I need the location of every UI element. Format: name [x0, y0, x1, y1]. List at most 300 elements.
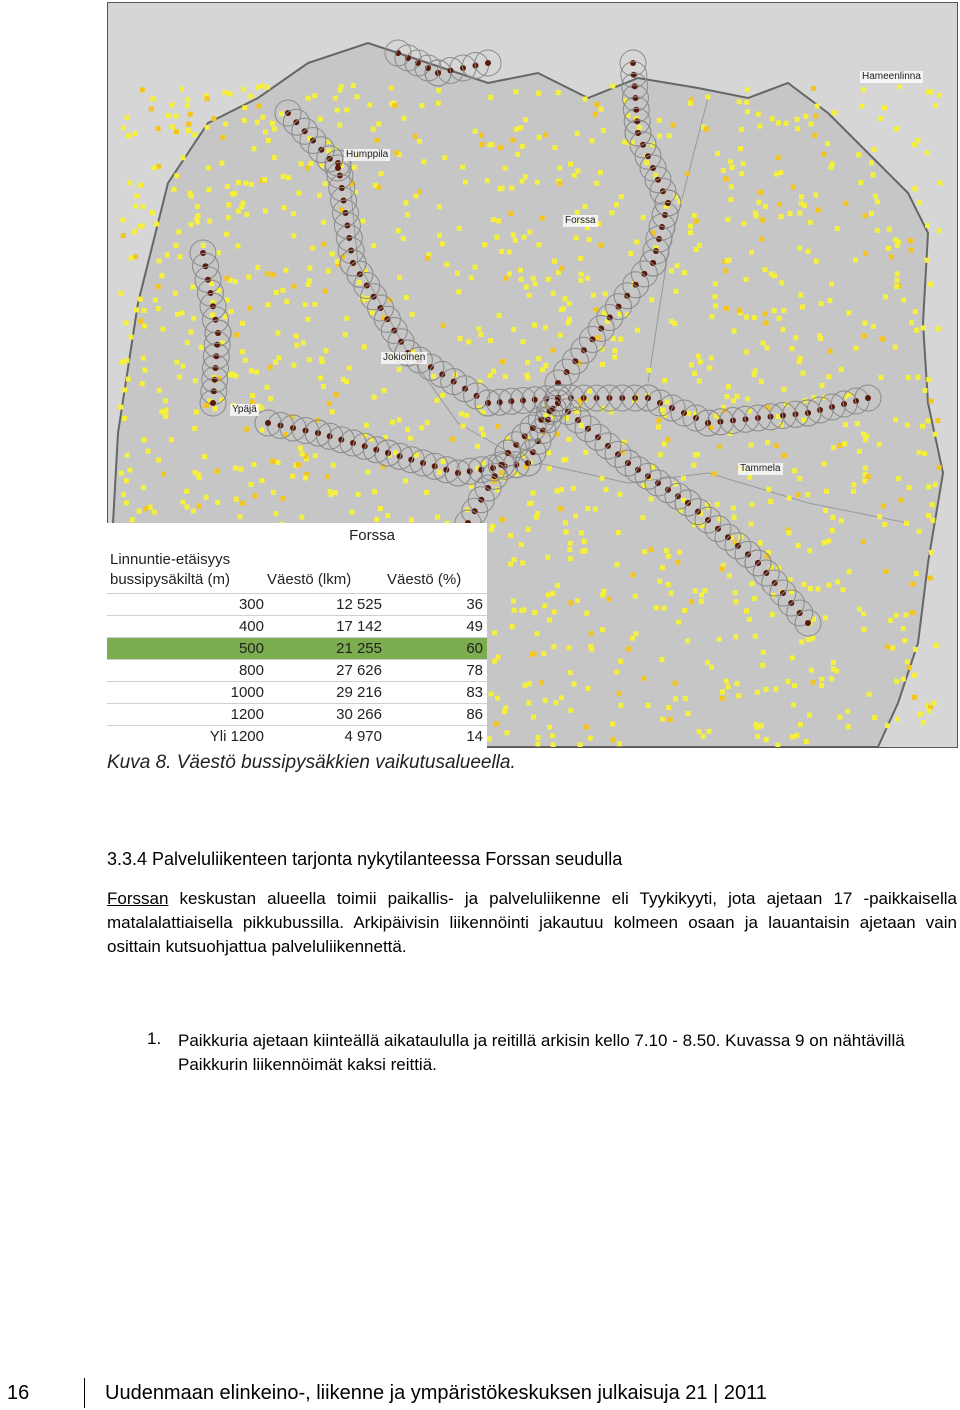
- population-cell: [437, 233, 442, 238]
- population-cell: [575, 598, 580, 603]
- cell-count: 27 626: [336, 662, 382, 679]
- population-cell: [763, 204, 768, 209]
- population-cell: [861, 612, 866, 617]
- population-cell: [568, 708, 573, 713]
- population-cell: [540, 216, 545, 221]
- population-cell: [682, 270, 687, 275]
- population-cell: [735, 681, 740, 686]
- population-cell: [437, 204, 442, 209]
- population-cell: [568, 600, 573, 605]
- bus-stop: [632, 83, 638, 89]
- population-cell: [732, 515, 737, 520]
- population-cell: [323, 181, 328, 186]
- population-cell: [930, 502, 935, 507]
- population-cell: [523, 683, 528, 688]
- population-cell: [201, 243, 206, 248]
- population-cell: [205, 96, 210, 101]
- population-cell: [579, 423, 584, 428]
- population-cell: [843, 201, 848, 206]
- population-cell: [781, 308, 786, 313]
- population-cell: [762, 267, 767, 272]
- population-cell: [813, 114, 818, 119]
- population-cell: [564, 529, 569, 534]
- population-cell: [641, 215, 646, 220]
- population-cell: [510, 624, 515, 629]
- population-cell: [886, 246, 891, 251]
- population-cell: [558, 333, 563, 338]
- population-cell: [764, 687, 769, 692]
- population-cell: [739, 171, 744, 176]
- population-cell: [677, 550, 682, 555]
- population-cell: [382, 388, 387, 393]
- population-cell: [355, 94, 360, 99]
- population-cell: [633, 631, 638, 636]
- bus-stop: [520, 398, 526, 404]
- cell-distance: 1000: [230, 684, 264, 701]
- population-cell: [701, 734, 706, 739]
- population-cell: [793, 335, 798, 340]
- population-cell: [270, 459, 275, 464]
- population-cell: [568, 670, 573, 675]
- population-cell: [118, 405, 123, 410]
- population-cell: [669, 268, 674, 273]
- population-cell: [857, 607, 862, 612]
- population-cell: [664, 548, 669, 553]
- population-cell: [880, 336, 885, 341]
- population-cell: [837, 715, 842, 720]
- population-cell: [841, 587, 846, 592]
- population-cell: [317, 193, 322, 198]
- population-cell: [761, 341, 766, 346]
- population-cell: [779, 214, 784, 219]
- population-cell: [917, 200, 922, 205]
- population-cell: [790, 346, 795, 351]
- population-cell: [744, 100, 749, 105]
- population-cell: [193, 470, 198, 475]
- population-cell: [408, 436, 413, 441]
- population-cell: [515, 152, 520, 157]
- population-cell: [563, 457, 568, 462]
- population-cell: [404, 295, 409, 300]
- population-cell: [856, 152, 861, 157]
- population-cell: [697, 729, 702, 734]
- population-cell: [795, 126, 800, 131]
- population-cell: [482, 242, 487, 247]
- population-cell: [725, 258, 730, 263]
- population-cell: [877, 442, 882, 447]
- population-cell: [697, 243, 702, 248]
- population-cell: [283, 268, 288, 273]
- population-cell: [307, 266, 312, 271]
- population-cell: [138, 319, 143, 324]
- cell-count: 29 216: [336, 684, 382, 701]
- population-cell: [469, 275, 474, 280]
- population-cell: [905, 423, 910, 428]
- population-cell: [273, 511, 278, 516]
- population-cell: [705, 660, 710, 665]
- population-cell: [347, 366, 352, 371]
- population-cell: [838, 443, 843, 448]
- population-cell: [539, 680, 544, 685]
- population-cell: [772, 308, 777, 313]
- population-cell: [866, 474, 871, 479]
- table-row: [107, 681, 487, 704]
- population-cell: [637, 125, 642, 130]
- population-cell: [523, 117, 528, 122]
- paragraph-body: keskustan alueella toimii paikallis- ja palveluliikenne eli Tyykikyyti, jota ajetaan 17 -paikkaisella matalalattiaisella pikkubussilla. Arkipäivisin liikennöinti jakautuu kolmeen osaan ja lauantaisin ajetaan vain osittain kutsuohjattua palveluliikennettä.: [107, 889, 957, 956]
- cell-percent: 78: [466, 662, 483, 679]
- population-cell: [752, 372, 757, 377]
- population-cell: [172, 187, 177, 192]
- population-cell: [125, 453, 130, 458]
- section-heading: 3.3.4 Palveluliikenteen tarjonta nykytilanteessa Forssan seudulla: [107, 849, 623, 869]
- population-cell: [385, 513, 390, 518]
- population-cell: [246, 274, 251, 279]
- population-cell: [814, 259, 819, 264]
- population-cell: [792, 468, 797, 473]
- population-cell: [928, 576, 933, 581]
- cell-percent: 86: [466, 706, 483, 723]
- population-cell: [839, 518, 844, 523]
- population-cell: [410, 312, 415, 317]
- population-cell: [559, 695, 564, 700]
- population-cell: [279, 111, 284, 116]
- population-cell: [707, 365, 712, 370]
- population-cell: [335, 108, 340, 113]
- population-cell: [749, 250, 754, 255]
- population-cell: [745, 396, 750, 401]
- population-cell: [600, 592, 605, 597]
- bus-stop: [213, 365, 219, 371]
- population-cell: [175, 312, 180, 317]
- population-cell: [810, 636, 815, 641]
- population-cell: [583, 548, 588, 553]
- population-cell: [879, 375, 884, 380]
- population-cell: [133, 131, 138, 136]
- population-cell: [404, 200, 409, 205]
- population-cell: [881, 504, 886, 509]
- population-cell: [126, 377, 131, 382]
- population-cell: [236, 243, 241, 248]
- population-cell: [594, 102, 599, 107]
- population-cell: [546, 593, 551, 598]
- population-cell: [441, 459, 446, 464]
- table-row: [107, 725, 487, 748]
- population-cell: [130, 517, 135, 522]
- cell-distance: Yli 1200: [209, 728, 264, 745]
- population-cell: [657, 118, 662, 123]
- table-row: [107, 659, 487, 682]
- population-cell: [717, 637, 722, 642]
- page-number: 16: [7, 1382, 30, 1404]
- population-cell: [166, 113, 171, 118]
- population-cell: [688, 224, 693, 229]
- population-cell: [206, 165, 211, 170]
- population-cell: [436, 101, 441, 106]
- population-cell: [633, 594, 638, 599]
- population-cell: [685, 171, 690, 176]
- population-cell: [910, 582, 915, 587]
- population-cell: [835, 580, 840, 585]
- population-cell: [174, 243, 179, 248]
- population-cell: [233, 279, 238, 284]
- population-cell: [758, 540, 763, 545]
- population-cell: [806, 637, 811, 642]
- population-cell: [170, 102, 175, 107]
- population-cell: [646, 703, 651, 708]
- population-cell: [291, 211, 296, 216]
- population-cell: [497, 313, 502, 318]
- population-cell: [150, 210, 155, 215]
- population-cell: [709, 665, 714, 670]
- population-cell: [321, 220, 326, 225]
- population-cell: [869, 211, 874, 216]
- cell-percent: 49: [466, 618, 483, 635]
- population-cell: [831, 660, 836, 665]
- population-cell: [717, 517, 722, 522]
- population-cell: [220, 135, 225, 140]
- population-cell: [511, 232, 516, 237]
- population-cell: [733, 634, 738, 639]
- population-cell: [305, 165, 310, 170]
- population-cell: [839, 367, 844, 372]
- population-cell: [276, 460, 281, 465]
- population-cell: [649, 547, 654, 552]
- population-cell: [926, 377, 931, 382]
- population-cell: [796, 543, 801, 548]
- population-cell: [333, 490, 338, 495]
- cell-percent: 83: [466, 684, 483, 701]
- bus-stop: [335, 165, 341, 171]
- population-cell: [146, 449, 151, 454]
- population-cell: [901, 626, 906, 631]
- population-cell: [913, 309, 918, 314]
- population-cell: [372, 489, 377, 494]
- population-cell: [933, 432, 938, 437]
- population-cell: [319, 356, 324, 361]
- population-cell: [733, 590, 738, 595]
- population-cell: [885, 723, 890, 728]
- population-cell: [425, 420, 430, 425]
- population-cell: [797, 476, 802, 481]
- population-cell: [929, 550, 934, 555]
- population-cell: [744, 350, 749, 355]
- population-cell: [479, 427, 484, 432]
- population-cell: [642, 549, 647, 554]
- population-cell: [937, 92, 942, 97]
- population-cell: [583, 204, 588, 209]
- population-cell: [622, 140, 627, 145]
- population-cell: [894, 613, 899, 618]
- population-cell: [435, 515, 440, 520]
- paragraph: [107, 887, 957, 959]
- population-cell: [832, 110, 837, 115]
- population-cell: [603, 292, 608, 297]
- population-cell: [715, 502, 720, 507]
- population-cell: [917, 450, 922, 455]
- population-cell: [367, 103, 372, 108]
- population-cell: [614, 202, 619, 207]
- population-cell: [742, 221, 747, 226]
- cell-count: 21 255: [336, 640, 382, 657]
- population-cell: [894, 284, 899, 289]
- population-cell: [704, 127, 709, 132]
- population-cell: [558, 506, 563, 511]
- population-cell: [518, 268, 523, 273]
- population-cell: [153, 298, 158, 303]
- population-cell: [912, 695, 917, 700]
- population-cell: [531, 276, 536, 281]
- population-cell: [291, 284, 296, 289]
- population-cell: [801, 371, 806, 376]
- population-cell: [138, 224, 143, 229]
- population-cell: [255, 265, 260, 270]
- population-cell: [926, 485, 931, 490]
- population-cell: [224, 232, 229, 237]
- population-cell: [255, 85, 260, 90]
- population-cell: [163, 398, 168, 403]
- population-cell: [668, 717, 673, 722]
- population-cell: [816, 587, 821, 592]
- population-cell: [551, 644, 556, 649]
- population-cell: [401, 236, 406, 241]
- population-cell: [137, 509, 142, 514]
- population-cell: [275, 331, 280, 336]
- population-cell: [152, 510, 157, 515]
- population-cell: [547, 617, 552, 622]
- bus-stop: [265, 420, 271, 426]
- population-cell: [567, 547, 572, 552]
- population-cell: [863, 251, 868, 256]
- population-cell: [662, 441, 667, 446]
- population-cell: [179, 86, 184, 91]
- population-cell: [566, 437, 571, 442]
- population-cell: [305, 317, 310, 322]
- population-cell: [725, 394, 730, 399]
- population-cell: [699, 593, 704, 598]
- population-cell: [715, 151, 720, 156]
- population-cell: [240, 501, 245, 506]
- population-cell: [282, 205, 287, 210]
- population-cell: [912, 142, 917, 147]
- population-cell: [249, 482, 254, 487]
- population-cell: [611, 737, 616, 742]
- population-cell: [756, 112, 761, 117]
- population-cell: [681, 476, 686, 481]
- population-cell: [584, 611, 589, 616]
- population-cell: [918, 712, 923, 717]
- population-cell: [356, 492, 361, 497]
- population-cell: [402, 116, 407, 121]
- population-cell: [895, 243, 900, 248]
- population-cell: [790, 655, 795, 660]
- population-cell: [310, 246, 315, 251]
- population-cell: [658, 452, 663, 457]
- population-cell: [842, 441, 847, 446]
- population-cell: [514, 127, 519, 132]
- population-cell: [790, 734, 795, 739]
- population-cell: [189, 329, 194, 334]
- population-cell: [240, 321, 245, 326]
- cell-distance: 500: [238, 640, 264, 657]
- population-cell: [551, 291, 556, 296]
- place-jokioinen: Jokioinen: [383, 352, 426, 363]
- population-cell: [547, 725, 552, 730]
- population-cell: [922, 451, 927, 456]
- population-cell: [142, 308, 147, 313]
- population-cell: [507, 249, 512, 254]
- population-cell: [141, 204, 146, 209]
- population-cell: [829, 676, 834, 681]
- population-cell: [376, 121, 381, 126]
- population-cell: [244, 427, 249, 432]
- population-cell: [150, 96, 155, 101]
- population-cell: [575, 131, 580, 136]
- population-cell: [775, 743, 780, 747]
- population-cell: [520, 144, 525, 149]
- population-cell: [192, 132, 197, 137]
- population-cell: [557, 166, 562, 171]
- population-cell: [271, 490, 276, 495]
- population-cell: [791, 185, 796, 190]
- population-cell: [306, 282, 311, 287]
- population-cell: [598, 243, 603, 248]
- population-cell: [543, 363, 548, 368]
- population-cell: [307, 357, 312, 362]
- population-cell: [140, 87, 145, 92]
- population-cell: [862, 627, 867, 632]
- population-cell: [197, 503, 202, 508]
- population-cell: [787, 496, 792, 501]
- population-cell: [781, 327, 786, 332]
- population-cell: [214, 469, 219, 474]
- population-cell: [788, 211, 793, 216]
- population-cell: [281, 496, 286, 501]
- population-cell: [234, 497, 239, 502]
- population-cell: [119, 471, 124, 476]
- place-humppila: Humppila: [346, 149, 389, 160]
- population-cell: [617, 492, 622, 497]
- population-cell: [181, 155, 186, 160]
- population-cell: [823, 615, 828, 620]
- population-cell: [694, 247, 699, 252]
- population-cell: [233, 465, 238, 470]
- population-cell: [574, 235, 579, 240]
- bus-stop: [525, 460, 531, 466]
- population-cell: [673, 681, 678, 686]
- population-cell: [170, 124, 175, 129]
- population-cell: [129, 256, 134, 261]
- population-cell: [934, 643, 939, 648]
- population-cell: [614, 670, 619, 675]
- population-cell: [520, 561, 525, 566]
- population-cell: [727, 573, 732, 578]
- place-forssa: Forssa: [565, 215, 596, 226]
- population-cell: [485, 178, 490, 183]
- population-cell: [459, 411, 464, 416]
- population-cell: [397, 417, 402, 422]
- population-cell: [745, 87, 750, 92]
- population-cell: [885, 644, 890, 649]
- population-cell: [797, 246, 802, 251]
- population-cell: [550, 733, 555, 738]
- place-tammela: Tammela: [740, 463, 781, 474]
- population-cell: [247, 306, 252, 311]
- population-cell: [894, 679, 899, 684]
- population-cell: [263, 130, 268, 135]
- population-cell: [908, 238, 913, 243]
- population-cell: [495, 424, 500, 429]
